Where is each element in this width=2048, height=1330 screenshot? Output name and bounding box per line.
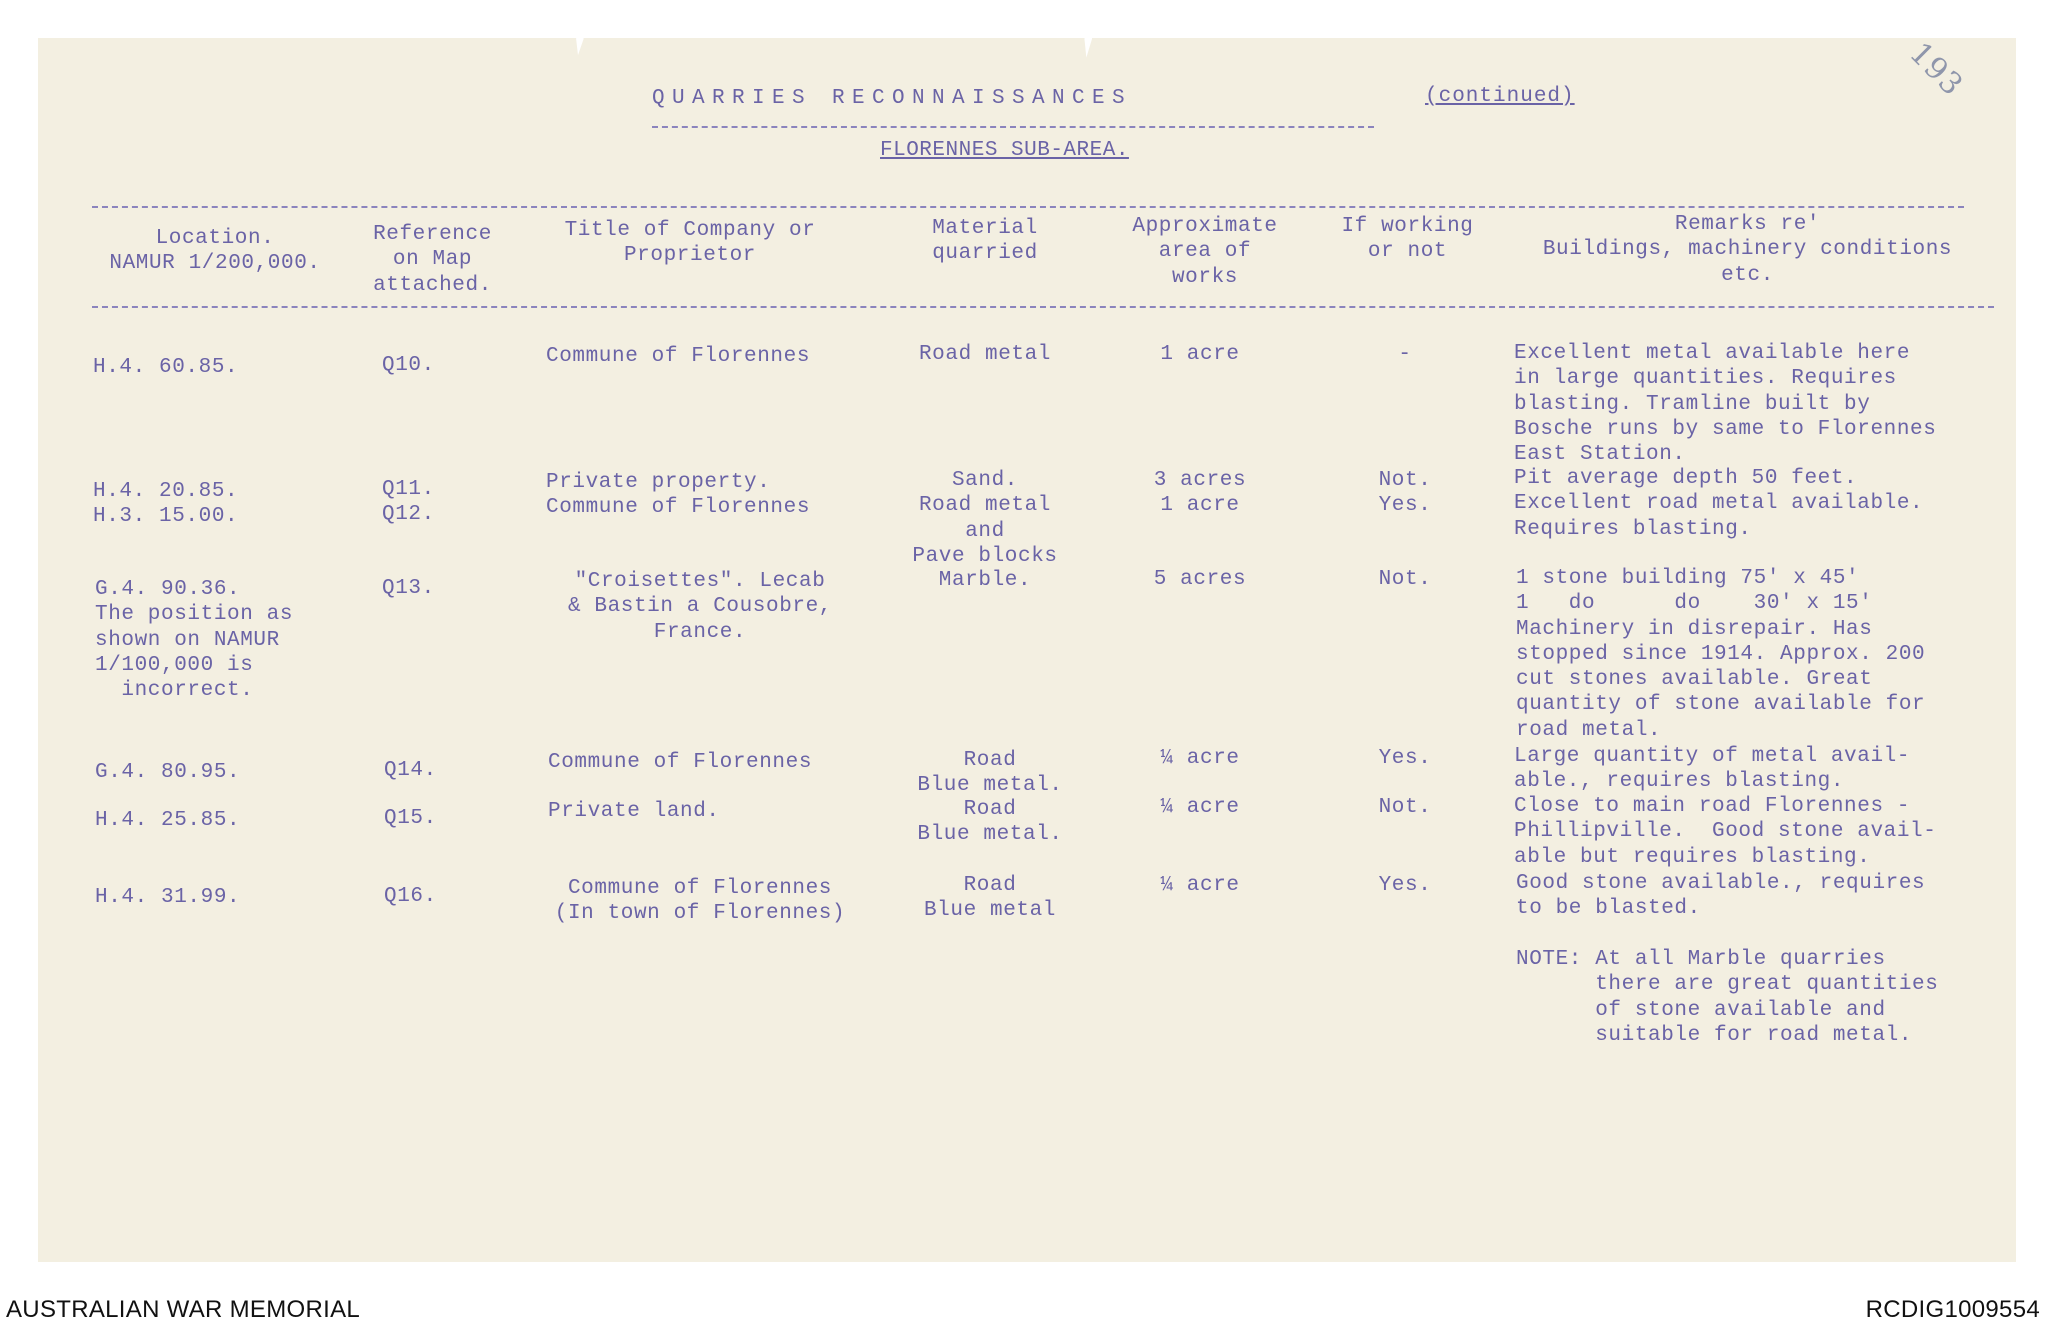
row-working: Not. xyxy=(1378,796,1432,819)
folio-number: 193 xyxy=(1902,35,1970,104)
row-area: ¼ acre xyxy=(1160,747,1240,770)
row-reference: Q16. xyxy=(384,885,437,908)
document-subtitle: FLORENNES SUB-AREA. xyxy=(880,139,1129,162)
row-company: Commune of Florennes xyxy=(546,345,811,368)
header-rule-bottom xyxy=(92,306,1994,308)
continued-label: (continued) xyxy=(1425,85,1575,108)
row-location: H.4. 20.85. H.3. 15.00. xyxy=(93,480,239,529)
row-working: Not. Yes. xyxy=(1378,469,1432,518)
row-area: ¼ acre xyxy=(1160,796,1240,819)
title-underline xyxy=(652,126,1374,128)
header-remarks: Remarks re' Buildings, machinery conditions etc. xyxy=(1542,213,1953,287)
header-rule-top xyxy=(92,206,1964,208)
row-remarks: Close to main road Florennes - Phillipville. Good stone avail- able but requires blasting. xyxy=(1514,795,1937,869)
row-material: Road Blue metal. xyxy=(917,798,1063,847)
row-location: G.4. 90.36. The position as shown on NAMUR 1/100,000 is incorrect. xyxy=(95,578,294,703)
row-working: Yes. xyxy=(1378,747,1432,770)
row-company: Commune of Florennes (In town of Florennes) xyxy=(554,877,846,926)
header-material: Material quarried xyxy=(932,217,1038,266)
row-company: Commune of Florennes xyxy=(548,751,813,774)
row-remarks: Good stone available., requires to be blasted. xyxy=(1516,872,1926,921)
row-reference: Q10. xyxy=(382,354,435,377)
row-working: Yes. xyxy=(1378,874,1432,897)
row-material: Road metal xyxy=(918,343,1052,366)
row-material: Road Blue metal. xyxy=(917,749,1063,798)
row-location: H.4. 31.99. xyxy=(95,886,241,909)
row-remarks: Excellent metal available here in large quantities. Requires blasting. Tramline built by Bosche runs by same to Florennes East Station. xyxy=(1514,342,1937,467)
note-block: NOTE: At all Marble quarries there are great quantities of stone available and suitable for road metal. xyxy=(1516,948,1939,1047)
row-area: 5 acres xyxy=(1153,568,1247,591)
row-reference: Q13. xyxy=(382,577,435,600)
catalogue-id: RCDIG1009554 xyxy=(1865,1296,2040,1323)
row-remarks: Pit average depth 50 feet. Excellent road metal available. Requires blasting. xyxy=(1514,467,1924,541)
row-location: G.4. 80.95. xyxy=(95,761,241,784)
row-working: - xyxy=(1398,343,1412,366)
row-material: Sand. Road metal and Pave blocks xyxy=(912,469,1058,568)
header-working: If working or not xyxy=(1341,215,1474,264)
row-area: ¼ acre xyxy=(1160,874,1240,897)
row-remarks: 1 stone building 75' x 45' 1 do do 30' x 15' Machinery in disrepair. Has stopped since 1914. Approx. 200 cut stones available. Great quantity of stone available for road metal. xyxy=(1516,567,1926,742)
header-area: Approximate area of works xyxy=(1132,215,1278,289)
row-area: 1 acre xyxy=(1160,343,1240,366)
row-area: 3 acres 1 acre xyxy=(1153,469,1247,518)
row-company: "Croisettes". Lecab & Bastin a Cousobre, France. xyxy=(567,570,833,644)
row-company: Private land. xyxy=(548,800,720,823)
header-location: Location. NAMUR 1/200,000. xyxy=(109,227,321,276)
row-material: Road Blue metal xyxy=(923,874,1057,923)
row-working: Not. xyxy=(1378,568,1432,591)
row-remarks: Large quantity of metal avail- able., requires blasting. xyxy=(1514,745,1911,794)
document-title: QUARRIES RECONNAISSANCES xyxy=(652,87,1133,110)
row-reference: Q11. Q12. xyxy=(382,478,435,527)
row-reference: Q15. xyxy=(384,807,437,830)
row-company: Private property. Commune of Florennes xyxy=(546,471,811,520)
row-material: Marble. xyxy=(938,569,1032,592)
archive-credit: AUSTRALIAN WAR MEMORIAL xyxy=(6,1296,361,1323)
header-company: Title of Company or Proprietor xyxy=(564,219,816,268)
row-location: H.4. 60.85. xyxy=(93,356,239,379)
row-reference: Q14. xyxy=(384,759,437,782)
row-location: H.4. 25.85. xyxy=(95,809,241,832)
header-reference: Reference on Map attached. xyxy=(373,223,492,297)
